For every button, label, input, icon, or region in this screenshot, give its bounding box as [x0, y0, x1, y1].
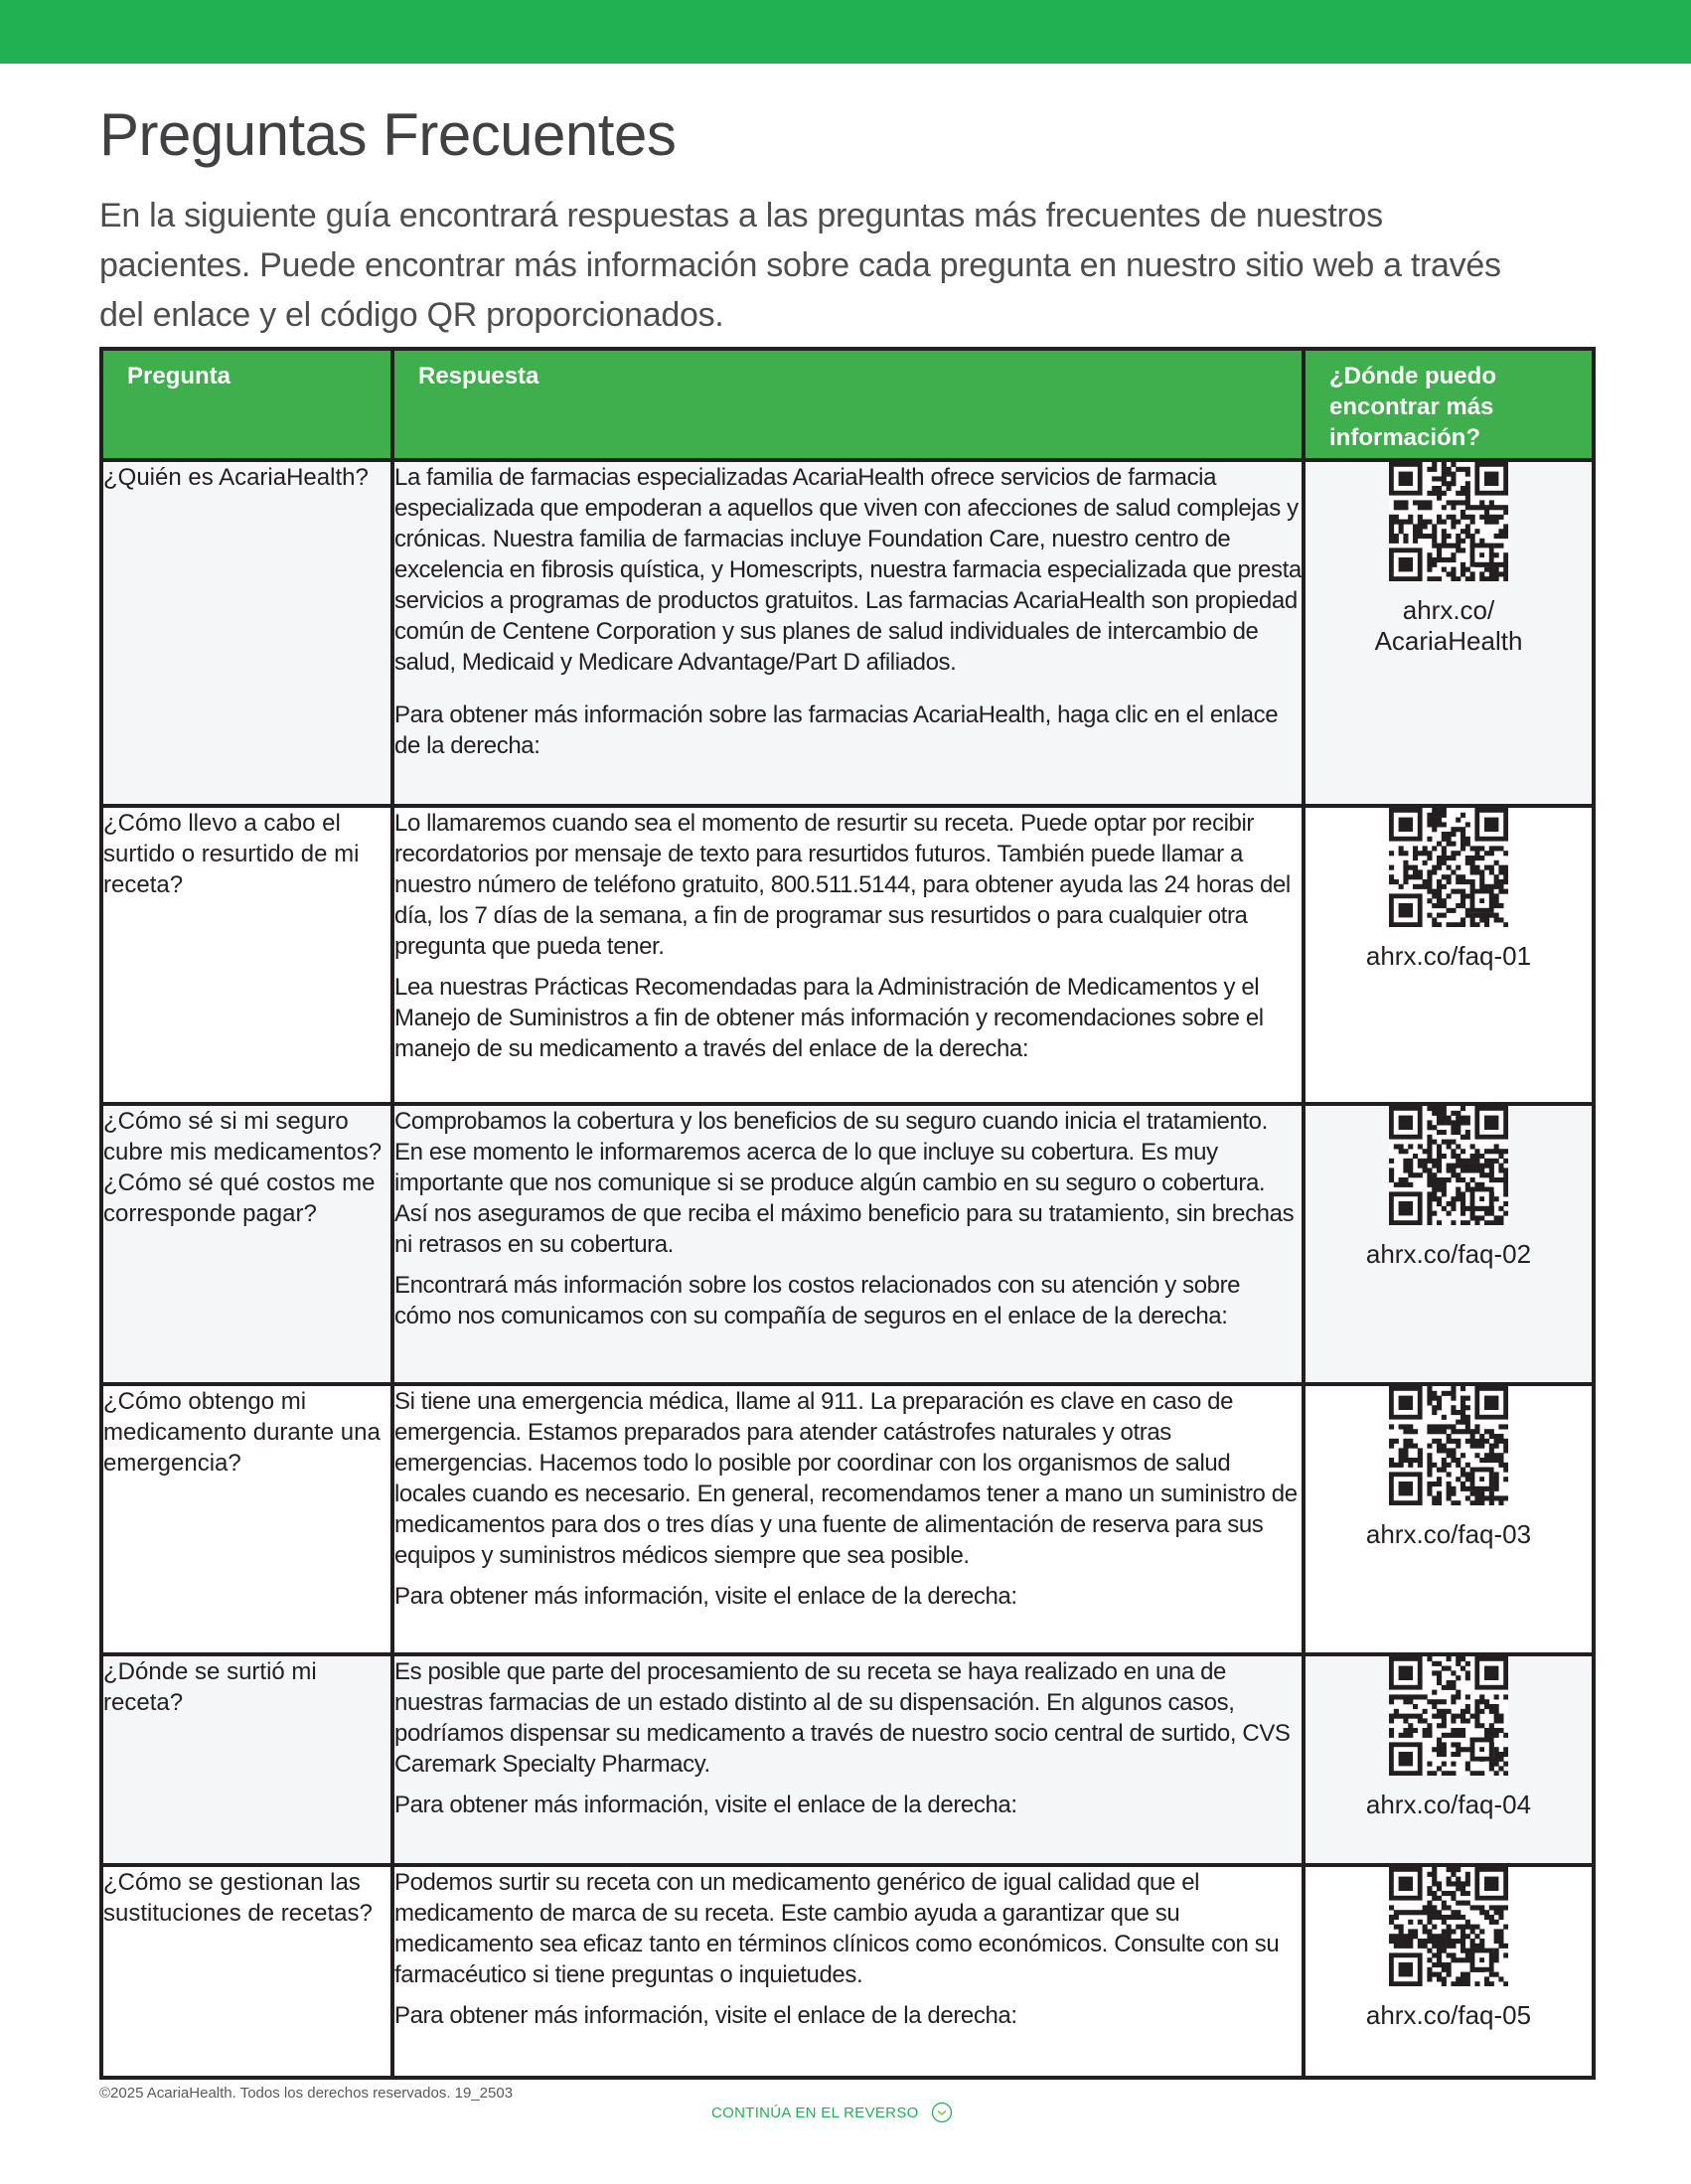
copyright-text: ©2025 AcariaHealth. Todos los derechos reservados. 19_2503 [99, 2085, 514, 2102]
more-info-link[interactable]: ahrx.co/faq-05 [1365, 2000, 1532, 2030]
question-cell: ¿Cómo se gestionan las sustituciones de recetas? [101, 1865, 392, 2078]
answer-paragraph: La familia de farmacias especializadas AcariaHealth ofrece servicios de farmacia especializada que empoderan a aquellos que viven con afecciones de salud complejas y crónicas. Nuestra familia de farmacias incluye Foundation Care, nuestro centro de excelencia en fibrosis quística, y Homescripts, nuestra farmacia especializada que presta servicios a programas de productos gratuitos. Las farmacias AcariaHealth son propiedad común de Centene Corporation y sus planes de salud individuales de intercambio de salud, Medicaid y Medicare Advantage/Part D afiliados. [394, 464, 1302, 676]
answer-cell [392, 1384, 1304, 1654]
question-cell: ¿Cómo sé si mi seguro cubre mis medicamentos? ¿Cómo sé qué costos me corresponde pagar? [101, 1104, 392, 1384]
answer-cell [392, 1654, 1304, 1865]
chevron-down-circle-icon [931, 2102, 953, 2123]
qr-code-icon[interactable] [1389, 1656, 1508, 1776]
more-info-cell [1304, 1865, 1594, 2078]
more-info-link[interactable]: ahrx.co/faq-02 [1365, 1239, 1532, 1269]
answer-paragraph: Para obtener más información, visite el enlace de la derecha: [394, 1583, 1017, 1610]
answer-paragraph: Para obtener más información sobre las farmacias AcariaHealth, haga clic en el enlace de la derecha: [394, 702, 1279, 759]
answer-cell [392, 1104, 1304, 1384]
table-row [101, 1104, 1594, 1384]
answer-paragraph: Comprobamos la cobertura y los beneficios de su seguro cuando inicia el tratamiento. En ese momento le informaremos acerca de lo que incluye su cobertura. Es muy importante que nos comunique si se produce algún cambio en su seguro o cobertura. Así nos aseguramos de que reciba el máximo beneficio para su tratamiento, sin brechas ni retrasos en su cobertura. [394, 1108, 1295, 1258]
answer-cell [392, 1865, 1304, 2078]
qr-code-icon[interactable] [1389, 1386, 1508, 1505]
qr-code-icon[interactable] [1389, 462, 1508, 581]
table-row [101, 806, 1594, 1104]
more-info-link[interactable]: ahrx.co/faq-04 [1365, 1790, 1532, 1819]
answer-paragraph: Es posible que parte del procesamiento de su receta se haya realizado en una de nuestras farmacias de un estado distinto al de su dispensación. En algunos casos, podríamos dispensar su medicamento a través de nuestro socio central de surtido, CVS Caremark Specialty Pharmacy. [394, 1658, 1291, 1778]
answer-paragraph: Encontrará más información sobre los costos relacionados con su atención y sobre cómo nos comunicamos con su compañía de seguros en el enlace de la derecha: [394, 1272, 1241, 1329]
answer-paragraph: Podemos surtir su receta con un medicamento genérico de igual calidad que el medicamento de marca de su receta. Este cambio ayuda a garantizar que su medicamento sea eficaz tanto en términos clínicos como económicos. Consulte con su farmacéutico si tiene preguntas o inquietudes. [394, 1869, 1280, 1988]
continue-on-back [711, 2102, 953, 2123]
more-info-link[interactable]: ahrx.co/faq-03 [1365, 1519, 1532, 1549]
more-info-cell [1304, 1104, 1594, 1384]
question-cell: ¿Quién es AcariaHealth? [101, 460, 392, 806]
top-brand-bar [0, 0, 1691, 64]
answer-paragraph: Lo llamaremos cuando sea el momento de resurtir su receta. Puede optar por recibir recordatorios por mensaje de texto para resurtidos futuros. También puede llamar a nuestro número de teléfono gratuito, 800.511.5144, para obtener ayuda las 24 horas del día, los 7 días de la semana, a fin de programar sus resurtidos o para cualquier otra pregunta que pueda tener. [394, 810, 1291, 960]
qr-code-icon[interactable] [1389, 808, 1508, 927]
more-info-cell [1304, 1384, 1594, 1654]
table-row [101, 1865, 1594, 2078]
header-more-info: ¿Dónde puedo encontrar más información? [1304, 349, 1594, 460]
table-row [101, 1384, 1594, 1654]
answer-paragraph: Para obtener más información, visite el enlace de la derecha: [394, 2002, 1017, 2029]
faq-table-body [101, 460, 1594, 2078]
intro-paragraph: En la siguiente guía encontrará respuestas a las preguntas más frecuentes de nuestros pacientes. Puede encontrar más información sobre cada pregunta en nuestro sitio web a través del enlace y el código QR proporcionados. [99, 197, 1501, 334]
page-title: Preguntas Frecuentes [99, 101, 677, 168]
answer-paragraph: Para obtener más información, visite el enlace de la derecha: [394, 1792, 1017, 1818]
answer-cell [392, 806, 1304, 1104]
header-answer: Respuesta [392, 349, 1304, 460]
table-row [101, 1654, 1594, 1865]
more-info-link[interactable]: ahrx.co/faq-01 [1365, 941, 1532, 971]
answer-paragraph: Lea nuestras Prácticas Recomendadas para la Administración de Medicamentos y el Manejo de Suministros a fin de obtener más información y recomendaciones sobre el manejo de su medicamento a través del enlace de la derecha: [394, 974, 1264, 1062]
question-cell: ¿Cómo obtengo mi medicamento durante una emergencia? [101, 1384, 392, 1654]
faq-table [99, 347, 1596, 2080]
answer-cell [392, 460, 1304, 806]
more-info-cell [1304, 1654, 1594, 1865]
answer-paragraph: Si tiene una emergencia médica, llame al 911. La preparación es clave en caso de emergencia. Estamos preparados para atender catástrofes naturales y otras emergencias. Hacemos todo lo posible por coordinar con los organismos de salud locales cuando es necesario. En general, recomendamos tener a mano un suministro de medicamentos para dos o tres días y una fuente de alimentación de reserva para sus equipos y suministros médicos siempre que sea posible. [394, 1388, 1298, 1569]
table-header-row [101, 349, 1594, 460]
more-info-link[interactable]: ahrx.co/ AcariaHealth [1374, 595, 1523, 656]
continue-label: CONTINÚA EN EL REVERSO [711, 2104, 919, 2121]
question-cell: ¿Cómo llevo a cabo el surtido o resurtido de mi receta? [101, 806, 392, 1104]
table-row [101, 460, 1594, 806]
header-question: Pregunta [101, 349, 392, 460]
qr-code-icon[interactable] [1389, 1106, 1508, 1225]
qr-code-icon[interactable] [1389, 1867, 1508, 1986]
question-cell: ¿Dónde se surtió mi receta? [101, 1654, 392, 1865]
more-info-cell [1304, 806, 1594, 1104]
more-info-cell [1304, 460, 1594, 806]
